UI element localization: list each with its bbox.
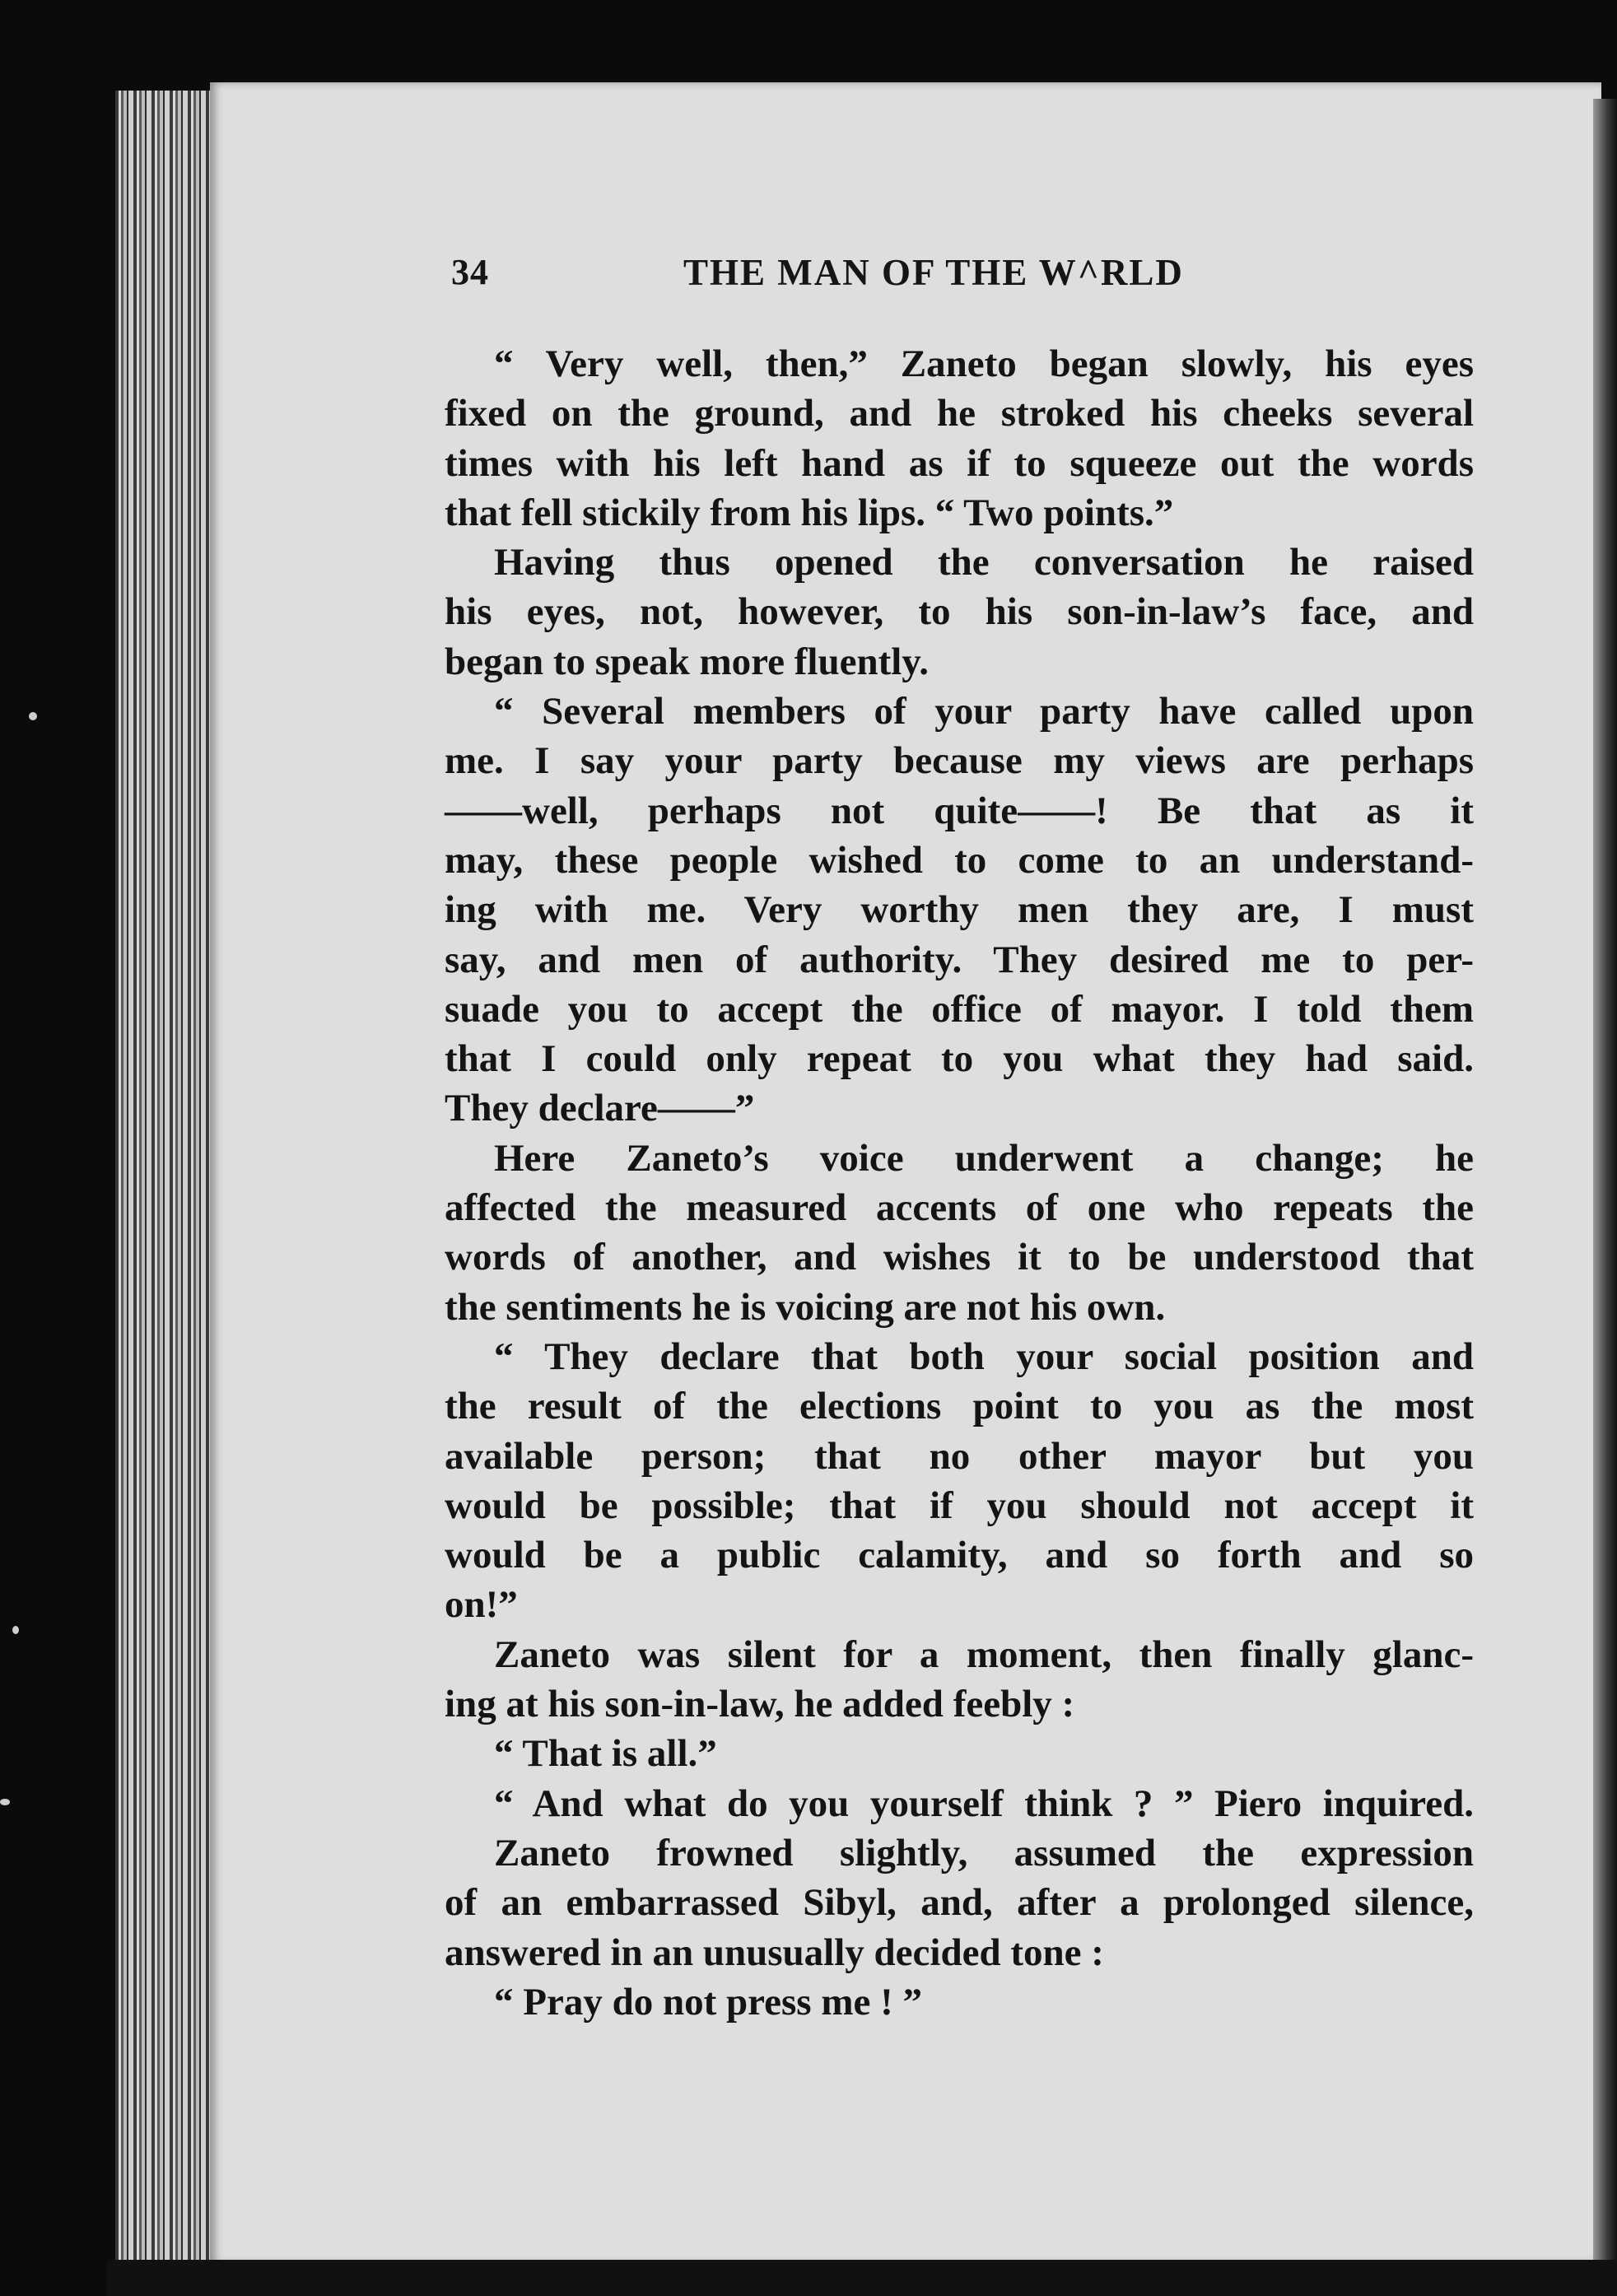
text-line: Zaneto frowned slightly, assumed the expression	[494, 1831, 1474, 1875]
text-line: ing with me. Very worthy men they are, I must	[445, 888, 1474, 932]
text-line: the sentiments he is voicing are not his own.	[445, 1285, 1166, 1329]
text-line: would be possible; that if you should not accept it	[445, 1483, 1474, 1527]
text-line: “ Several members of your party have called upon	[494, 690, 1474, 734]
page-right-edge	[1593, 99, 1617, 2272]
text-line: suade you to accept the office of mayor. I told them	[445, 987, 1474, 1031]
text-line: “ Pray do not press me ! ”	[494, 1980, 923, 2024]
page-header	[451, 251, 1274, 300]
body-text	[445, 339, 1474, 2027]
text-line: “ Very well, then,” Zaneto began slowly, his eyes	[494, 342, 1474, 385]
text-line: ——well, perhaps not quite——! Be that as it	[445, 789, 1474, 832]
text-line: times with his left hand as if to squeeze out the words	[445, 441, 1474, 485]
running-title: THE MAN OF THE W^RLD	[683, 252, 1184, 293]
text-line: “ They declare that both your social position and	[494, 1334, 1474, 1378]
page-bottom-shadow	[107, 2260, 1617, 2296]
text-line: me. I say your party because my views are perhaps	[445, 739, 1474, 783]
text-line: answered in an unusually decided tone :	[445, 1930, 1104, 1974]
text-line: ing at his son-in-law, he added feebly :	[445, 1683, 1075, 1726]
text-line: began to speak more fluently.	[445, 640, 929, 683]
text-line: They declare——”	[445, 1087, 755, 1130]
dust-speck	[29, 712, 37, 720]
text-line: “ That is all.”	[494, 1732, 717, 1776]
text-line: would be a public calamity, and so forth and so	[445, 1534, 1474, 1577]
text-line: the result of the elections point to you as the most	[445, 1385, 1474, 1428]
text-line: words of another, and wishes it to be understood that	[445, 1236, 1474, 1279]
text-line: of an embarrassed Sibyl, and, after a prolonged silence,	[445, 1881, 1474, 1925]
text-line: fixed on the ground, and he stroked his cheeks several	[445, 392, 1474, 435]
page-number: 34	[451, 252, 489, 292]
dust-speck	[0, 1799, 10, 1805]
page-edge-stack	[115, 91, 214, 2264]
text-line: may, these people wished to come to an understand-	[445, 838, 1474, 882]
text-line: Having thus opened the conversation he raised	[494, 541, 1474, 584]
text-line: that fell stickily from his lips. “ Two points.”	[445, 491, 1174, 534]
text-line: on!”	[445, 1583, 518, 1627]
dust-speck	[12, 1626, 19, 1634]
text-line: available person; that no other mayor but you	[445, 1434, 1474, 1478]
text-line: say, and men of authority. They desired me to per-	[445, 938, 1474, 981]
text-line: Here Zaneto’s voice underwent a change; he	[494, 1136, 1474, 1180]
text-line: affected the measured accents of one who repeats the	[445, 1186, 1474, 1230]
text-line: that I could only repeat to you what they had said.	[445, 1037, 1474, 1081]
text-line: his eyes, not, however, to his son-in-law’s face, and	[445, 590, 1474, 634]
text-line: Zaneto was silent for a moment, then finally glanc-	[494, 1632, 1474, 1676]
text-line: “ And what do you yourself think ? ” Piero inquired.	[494, 1781, 1474, 1825]
